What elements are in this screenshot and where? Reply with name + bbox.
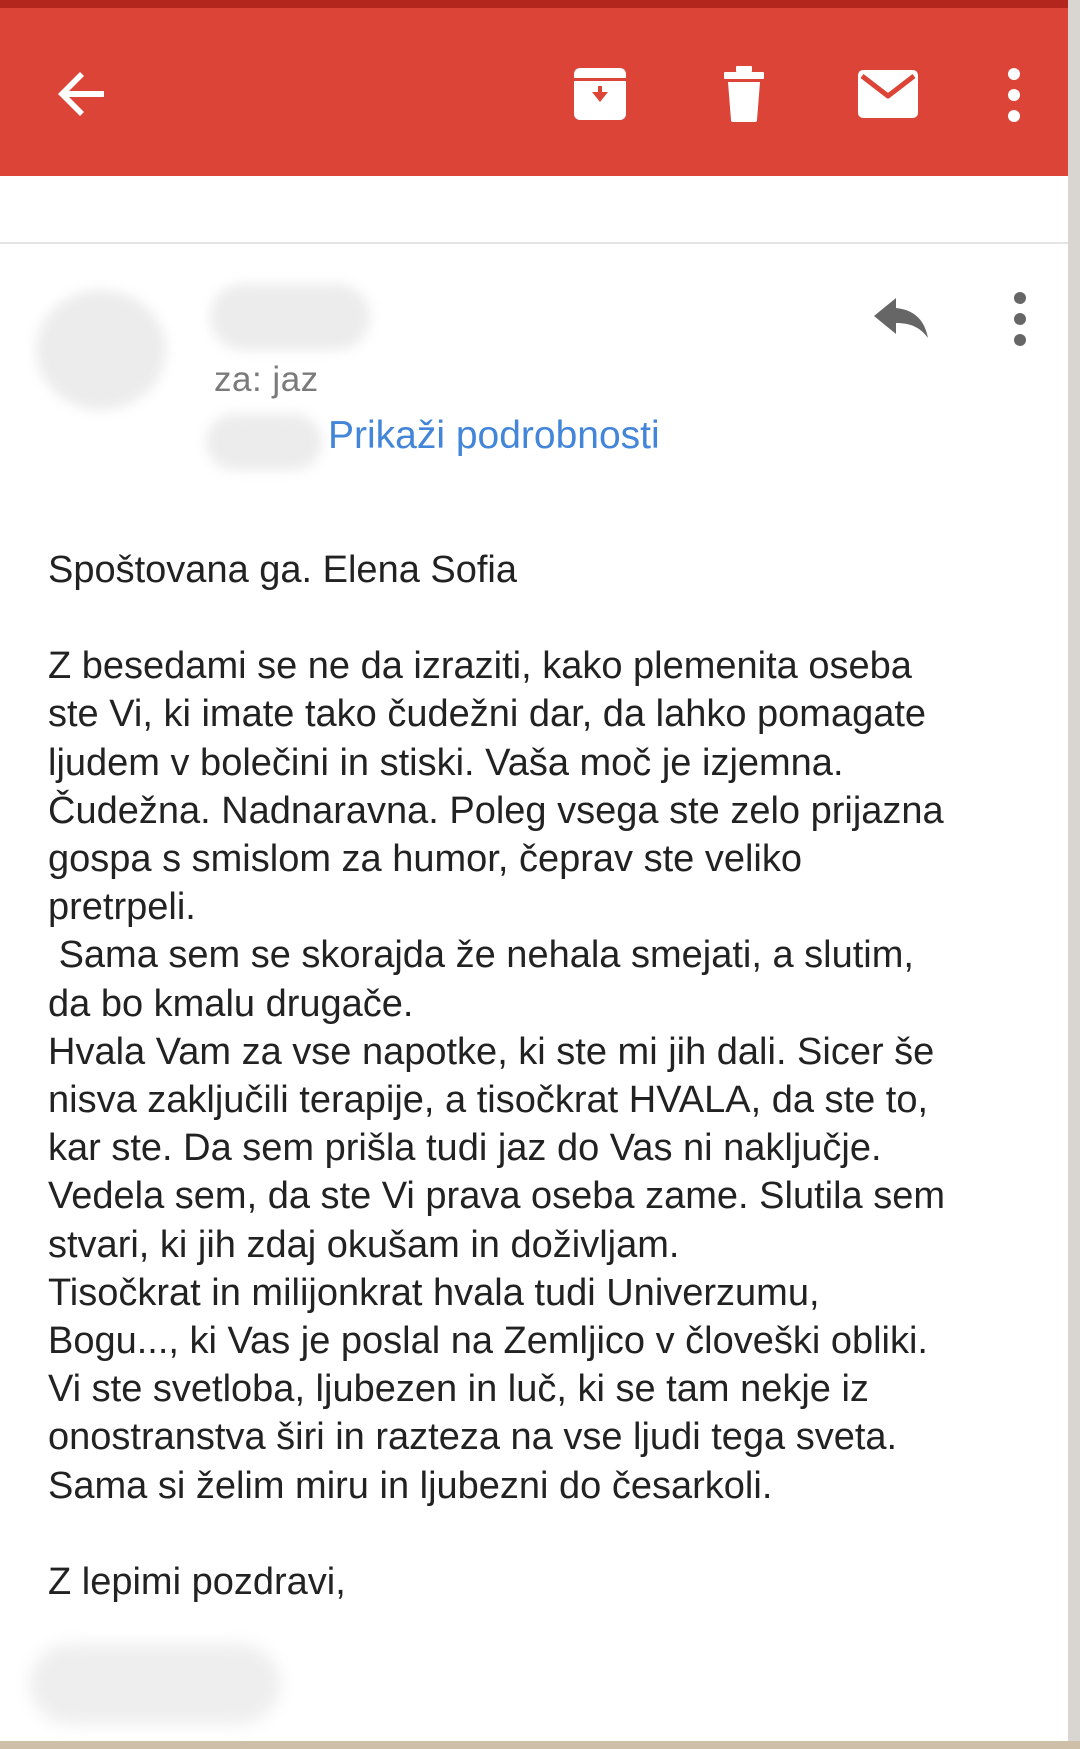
body-line: stvari, ki jih zdaj okušam in doživljam. <box>48 1223 680 1266</box>
app-bar <box>0 0 1068 176</box>
body-line: Sama si želim miru in ljubezni do česarkoli. <box>48 1464 773 1507</box>
body-line: gospa s smislom za humor, čeprav ste veliko <box>48 838 802 881</box>
body-line: Z besedami se ne da izraziti, kako plemenita oseba <box>48 645 912 688</box>
body-line: Tisočkrat in milijonkrat hvala tudi Univerzumu, <box>48 1271 820 1314</box>
closing: Z lepimi pozdravi, <box>48 1560 346 1603</box>
body-line: Čudežna. Nadnaravna. Poleg vsega ste zelo prijazna <box>48 789 944 832</box>
status-strip <box>0 0 1068 8</box>
date-redacted <box>206 414 322 470</box>
body-line: Sama sem se skorajda že nehala smejati, a slutim, <box>48 934 914 977</box>
greeting: Spoštovana ga. Elena Sofia <box>48 549 518 591</box>
body-line: Vi ste svetloba, ljubezen in luč, ki se tam nekje iz <box>48 1368 869 1411</box>
mail-icon[interactable] <box>856 68 920 120</box>
frame-edge <box>0 1741 1080 1749</box>
more-vert-icon[interactable] <box>1002 66 1026 124</box>
body-line: ste Vi, ki imate tako čudežni dar, da lahko pomagate <box>48 693 927 736</box>
sender-name-redacted <box>210 284 370 350</box>
body-line: Bogu..., ki Vas je poslal na Zemljico v človeški obliki. <box>48 1320 928 1363</box>
body-line: Hvala Vam za vse napotke, ki ste mi jih dali. Sicer še <box>48 1030 935 1073</box>
body-line: Vedela sem, da ste Vi prava oseba zame. Slutila sem <box>48 1175 946 1218</box>
subject-bar <box>0 176 1068 244</box>
show-details-link[interactable]: Prikaži podrobnosti <box>328 414 660 457</box>
body-line: ljudem v bolečini in stiski. Vaša moč je izjemna. <box>48 741 844 784</box>
body-line: kar ste. Da sem prišla tudi jaz do Vas ni naključje. <box>48 1127 882 1170</box>
trash-icon[interactable] <box>720 64 768 124</box>
message-body <box>48 546 1048 1606</box>
avatar <box>36 290 166 410</box>
arrow-back-icon[interactable] <box>52 64 112 124</box>
archive-icon[interactable] <box>570 64 630 124</box>
body-line: onostranstva širi in razteza na vse ljudi tega sveta. <box>48 1416 898 1459</box>
recipient-line: za: jaz <box>214 360 319 399</box>
body-line: nisva zaključili terapije, a tisočkrat HVALA, da ste to, <box>48 1079 929 1122</box>
body-line: pretrpeli. <box>48 886 196 929</box>
signature-redacted <box>30 1644 280 1724</box>
body-line: da bo kmalu drugače. <box>48 982 414 1025</box>
frame-edge <box>1068 0 1080 1749</box>
message-more-vert-icon[interactable] <box>1008 290 1032 348</box>
reply-icon[interactable] <box>872 294 930 342</box>
